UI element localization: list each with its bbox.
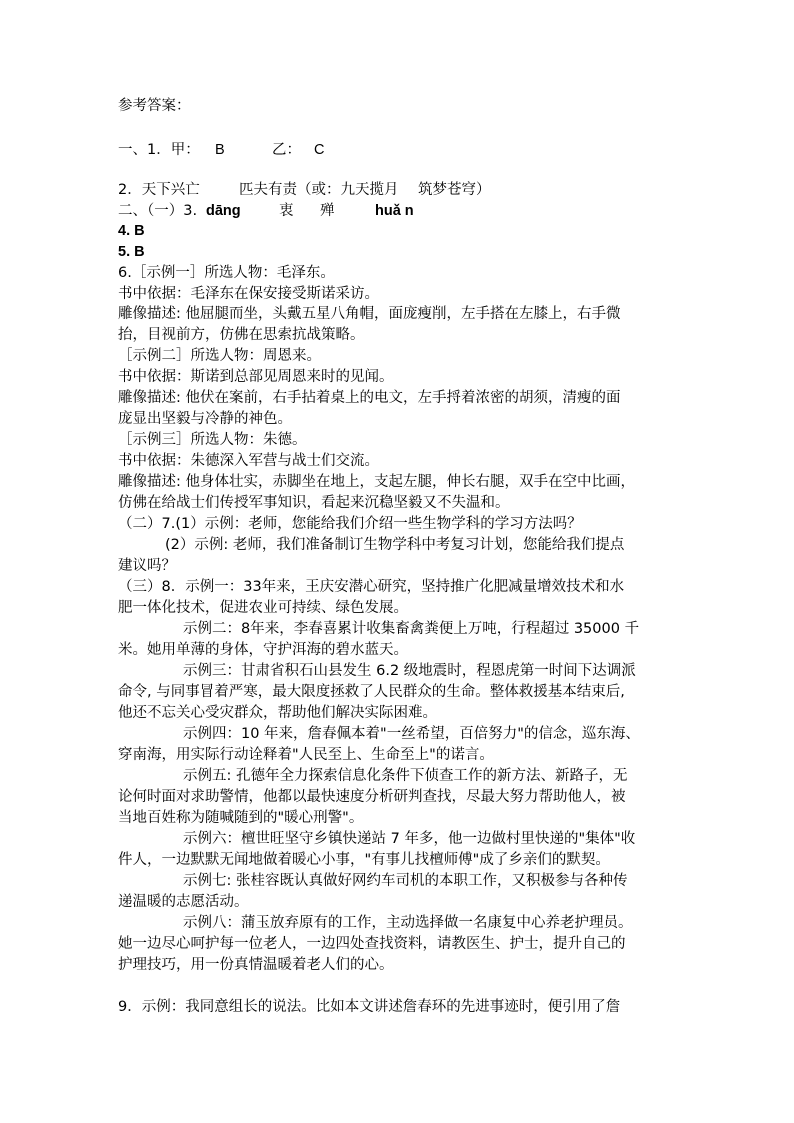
q6-line: 雕像描述: 他伏在案前，右手拈着桌上的电文，左手捋着浓密的胡须，清瘦的面: [118, 390, 621, 406]
q6-line: 书中依据：毛泽东在保安接受斯诺采访。: [118, 286, 379, 302]
q2-part-c: 筑梦苍穹）: [418, 182, 491, 198]
q6-line: 雕像描述: 他屈腿而坐，头戴五星八角帽，面庞瘦削，左手搭在左膝上，右手微: [118, 306, 621, 322]
q3-char-1: 衷: [279, 203, 294, 219]
q8-line: 示例四：10 年来，詹春佩本着"一丝希望，百倍努力"的信念，巡东海、: [183, 726, 640, 742]
q8-line: 示例八：蒲玉放弃原有的工作，主动选择做一名康复中心养老护理员。: [183, 915, 633, 931]
q6-line: 书中依据：斯诺到总部见周恩来时的见闻。: [118, 369, 394, 385]
q8-line: 护理技巧，用一份真情温暖着老人们的心。: [118, 957, 394, 973]
question-4: 4. B: [118, 223, 145, 239]
q6-line: 庞显出坚毅与冷静的神色。: [118, 411, 292, 427]
q6-line: ［示例二］所选人物：周恩来。: [118, 348, 321, 364]
q6-line: 雕像描述: 他身体壮实，赤脚坐在地上，支起左腿，伸长右腿，双手在空中比画，: [118, 474, 635, 490]
q6-line: 仿佛在给战士们传授军事知识，看起来沉稳坚毅又不失温和。: [118, 495, 510, 511]
q8-line: 示例五: 孔德年全力探索信息化条件下侦查工作的新方法、新路子，无: [183, 768, 628, 784]
q3-char-2: 殚: [320, 203, 335, 219]
q8-line: 示例七: 张桂容既认真做好网约车司机的本职工作，又积极参与各种传: [183, 873, 628, 889]
q8-line: 当地百姓称为随喊随到的"暖心刑警"。: [118, 810, 364, 826]
q2-label: 2．天下兴亡: [118, 182, 200, 198]
q6-line: 抬，目视前方，仿佛在思索抗战策略。: [118, 327, 365, 343]
q1-answer-a: B: [215, 142, 225, 158]
q3-label: 二、（一）3.: [118, 203, 198, 219]
q1-label: 一、1．甲：: [118, 142, 200, 158]
q3-pinyin-2: huǎ n: [375, 203, 414, 219]
q7-line: （二）7.(1）示例：老师，您能给我们介绍一些生物学科的学习方法吗？: [118, 516, 582, 532]
q8-line: 他还不忘关心受灾群众，帮助他们解决实际困难。: [118, 705, 437, 721]
answers-heading: 参考答案：: [118, 98, 191, 114]
q2-part-b: 匹夫有责（或：九天揽月: [239, 182, 399, 198]
q9-line: 9．示例：我同意组长的说法。比如本文讲述詹春环的先进事迹时，便引用了詹: [118, 999, 621, 1015]
q8-line: 米。她用单薄的身体，守护洱海的碧水蓝天。: [118, 642, 408, 658]
q3-pinyin-1: dāng: [206, 203, 241, 219]
q6-line: 6.［示例一］所选人物：毛泽东。: [118, 265, 335, 281]
q8-line: 示例三：甘肃省积石山县发生 6.2 级地震时，程恩虎第一时间下达调派: [183, 663, 636, 679]
q8-line: 命令, 与同事冒着严寒，最大限度拯救了人民群众的生命。整体救援基本结束后,: [118, 684, 625, 700]
q1-label-b: 乙：: [272, 142, 301, 158]
question-5: 5. B: [118, 244, 145, 260]
q8-line: 论何时面对求助警情，他都以最快速度分析研判查找，尽最大努力帮助他人，被: [118, 789, 626, 805]
q6-line: 书中依据：朱德深入军营与战士们交流。: [118, 453, 379, 469]
q8-line: 示例二：8年来，李春喜累计收集畜禽粪便上万吨，行程超过 35000 千: [183, 621, 640, 637]
q8-line: 示例六：檀世旺坚守乡镇快递站 7 年多，他一边做村里快递的"集体"收: [183, 831, 636, 847]
q6-line: ［示例三］所选人物：朱德。: [118, 432, 307, 448]
q8-line: （三）8．示例一：33年来，王庆安潜心研究，坚持推广化肥减量增效技术和水: [118, 579, 625, 595]
q8-line: 她一边尽心呵护每一位老人，一边四处查找资料，请教医生、护士，提升自己的: [118, 936, 626, 952]
q8-line: 穿南海，用实际行动诠释着"人民至上、生命至上"的诺言。: [118, 747, 494, 763]
q1-answer-b: C: [314, 142, 325, 158]
q8-line: 件人，一边默默无闻地做着暖心小事，"有事儿找檀师傅"成了乡亲们的默契。: [118, 852, 610, 868]
q7-line: 建议吗？: [118, 558, 176, 574]
q7-line: (2）示例: 老师，我们准备制订生物学科中考复习计划，您能给我们提点: [165, 537, 625, 553]
q8-line: 肥一体化技术，促进农业可持续、绿色发展。: [118, 600, 408, 616]
q8-line: 递温暖的志愿活动。: [118, 894, 249, 910]
